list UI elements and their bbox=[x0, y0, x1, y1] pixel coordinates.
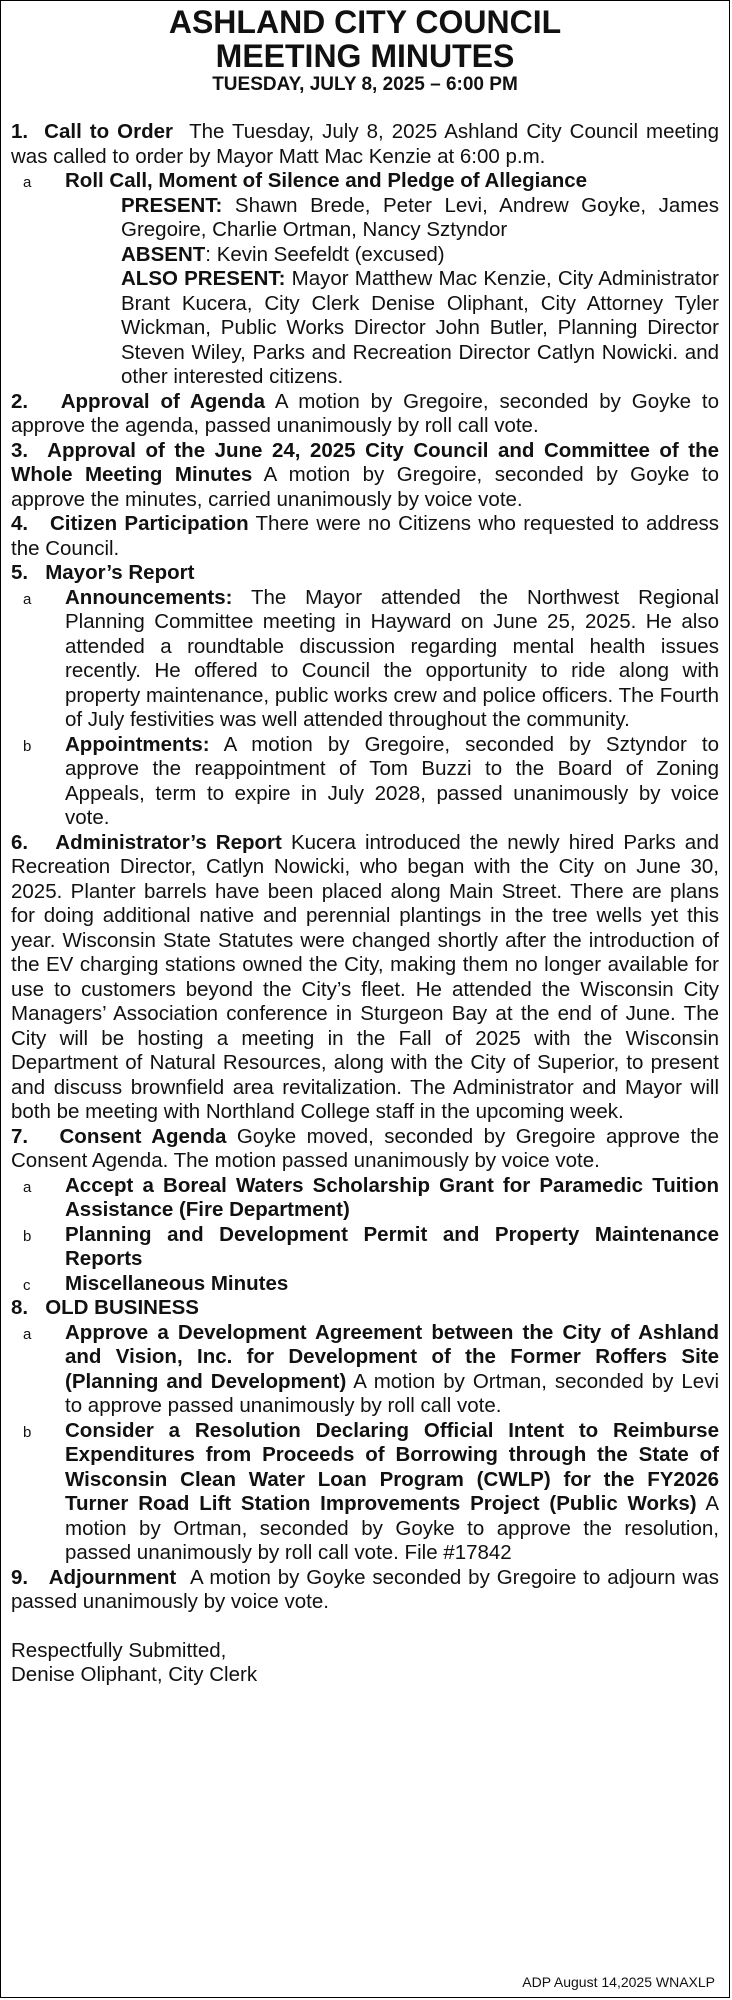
section-number: 4. bbox=[11, 512, 29, 535]
section-number: 2. bbox=[11, 389, 29, 413]
section-mayors-report bbox=[11, 561, 719, 586]
subitem-heading: Appointments: bbox=[65, 732, 210, 756]
section-approval-of-minutes bbox=[11, 439, 719, 513]
section-consent-agenda bbox=[11, 1125, 719, 1174]
subitem-marker: a bbox=[23, 174, 32, 191]
subitem-marker: a bbox=[23, 1178, 32, 1196]
section-number: 3. bbox=[11, 438, 29, 462]
section-approval-of-agenda bbox=[11, 390, 719, 439]
section-text: A motion by Gregoire, seconded by Goyke to approve the minutes, carried unanimously by voice vote. bbox=[11, 463, 719, 511]
section-number: 1. bbox=[11, 120, 29, 143]
section-heading: Call to Order bbox=[44, 120, 173, 143]
section-number: 9. bbox=[11, 1565, 29, 1589]
minutes-body bbox=[11, 120, 719, 1688]
section-call-to-order bbox=[11, 120, 719, 169]
section-heading: Mayor’s Report bbox=[45, 561, 195, 584]
present-label: PRESENT: bbox=[121, 193, 223, 217]
section-text: Goyke moved, seconded by Gregoire approve the Consent Agenda. The motion passed unanimously by voice vote. bbox=[11, 1124, 720, 1172]
subitem-marker: c bbox=[23, 1276, 31, 1294]
subitem-heading: Approve a Development Agreement between the City of Ashland and Vision, Inc. for Development of the Former Roffers Site (Planning and Development) bbox=[65, 1320, 719, 1393]
title-line-2: MEETING MINUTES bbox=[215, 38, 515, 74]
section-number: 6. bbox=[11, 830, 29, 854]
meeting-date: TUESDAY, JULY 8, 2025 – 6:00 PM bbox=[212, 74, 518, 95]
section-number: 5. bbox=[11, 561, 29, 584]
subitem-text: A motion by Ortman, seconded by Levi to approve passed unanimously by roll call vote. bbox=[65, 1369, 719, 1417]
section-citizen-participation bbox=[11, 512, 719, 561]
absent-names: : Kevin Seefeldt (excused) bbox=[205, 242, 445, 266]
subitem-marker: b bbox=[23, 1227, 32, 1245]
section-heading: Approval of Agenda bbox=[60, 389, 266, 413]
section-text: A motion by Gregoire, seconded by Goyke to approve the agenda, passed unanimously by roll call vote. bbox=[11, 389, 720, 437]
section-old-business bbox=[11, 1296, 719, 1321]
section-text: There were no Citizens who requested to address the Council. bbox=[11, 512, 719, 560]
subitem-heading: Miscellaneous Minutes bbox=[65, 1271, 289, 1295]
section-text: A motion by Goyke seconded by Gregoire to adjourn was passed unanimously by voice vote. bbox=[11, 1565, 719, 1613]
subitem-heading: Roll Call, Moment of Silence and Pledge of Allegiance bbox=[65, 169, 588, 192]
subitem-reimbursement-resolution bbox=[11, 1419, 719, 1566]
section-number: 7. bbox=[11, 1124, 29, 1148]
section-heading: Consent Agenda bbox=[59, 1124, 227, 1148]
subitem-announcements bbox=[11, 586, 719, 733]
subitem-heading: Consider a Resolution Declaring Official Intent to Reimburse Expenditures from Proceeds of Borrowing through the State of Wisconsin Clean Water Loan Program (CWLP) for the FY2026 Turner Road Lift Station Improvements Project (Public Works) bbox=[65, 1418, 719, 1515]
subitem-marker: b bbox=[23, 1423, 32, 1441]
absent-list bbox=[11, 243, 719, 268]
subitem-marker: a bbox=[23, 1325, 32, 1343]
subitem-development-agreement bbox=[11, 1321, 719, 1419]
section-administrators-report bbox=[11, 831, 719, 1125]
absent-label: ABSENT bbox=[121, 242, 206, 266]
section-text: The Tuesday, July 8, 2025 Ashland City Council meeting was called to order by Mayor Matt Mac Kenzie at 6:00 p.m. bbox=[11, 120, 719, 168]
present-list bbox=[11, 194, 719, 243]
subitem-boreal-waters-grant bbox=[11, 1174, 719, 1223]
section-adjournment bbox=[11, 1566, 719, 1615]
signature-name: Denise Oliphant, City Clerk bbox=[11, 1663, 258, 1686]
present-names: Shawn Brede, Peter Levi, Andrew Goyke, James Gregoire, Charlie Ortman, Nancy Sztyndor bbox=[121, 193, 719, 241]
subitem-text: A motion by Ortman, seconded by Goyke to approve the resolution, passed unanimously by roll call vote. File #17842 bbox=[65, 1492, 719, 1564]
ad-reference: ADP August 14,2025 WNAXLP bbox=[522, 1974, 715, 1990]
subitem-heading: Announcements: bbox=[65, 585, 233, 609]
signature-closing: Respectfully Submitted, bbox=[11, 1638, 227, 1662]
section-text: Kucera introduced the newly hired Parks and Recreation Director, Catlyn Nowicki, who began with the City on June 30, 2025. Planter barrels have been placed along Main Street. There are plans for doing additional native and perennial plantings in the tree wells yet this year. Wisconsin State Statutes were changed shortly after the introduction of the EV charging stations owned the City, making them no longer available for use to customers beyond the City’s fleet. He attended the Wisconsin City Managers’ Association conference in Sturgeon Bay at the end of June. The City will be hosting a meeting in the Fall of 2025 with the Wisconsin Department of Natural Resources, along with the City of Superior, to present and discuss brownfield area revitalization. The Administrator and Mayor will both be meeting with Northland College staff in the upcoming week. bbox=[11, 830, 720, 1123]
subitem-marker: a bbox=[23, 590, 32, 608]
signature-block bbox=[11, 1639, 719, 1688]
section-heading: Approval of the June 24, 2025 City Council and Committee of the Whole Meeting Minutes bbox=[11, 438, 719, 486]
title-line-1: ASHLAND CITY COUNCIL bbox=[168, 4, 562, 40]
subitem-appointments bbox=[11, 733, 719, 831]
subitem-text: A motion by Gregoire, seconded by Sztyndor to approve the reappointment of Tom Buzzi to the Board of Zoning Appeals, term to expire in July 2028, passed unanimously by voice vote. bbox=[65, 732, 719, 829]
section-heading: Adjournment bbox=[48, 1565, 177, 1589]
also-present-names: Mayor Matthew Mac Kenzie, City Administrator Brant Kucera, City Clerk Denise Oliphant, City Attorney Tyler Wickman, Public Works Director John Butler, Planning Director Steven Wiley, Parks and Recreation Director Catlyn Nowicki. and other interested citizens. bbox=[121, 267, 719, 388]
subitem-roll-call bbox=[11, 169, 719, 194]
section-number: 8. bbox=[11, 1296, 29, 1319]
subitem-heading: Planning and Development Permit and Property Maintenance Reports bbox=[65, 1222, 719, 1270]
notice-header bbox=[11, 5, 719, 96]
subitem-heading: Accept a Boreal Waters Scholarship Grant for Paramedic Tuition Assistance (Fire Department) bbox=[65, 1173, 719, 1221]
also-present-label: ALSO PRESENT: bbox=[121, 267, 286, 290]
subitem-permit-reports bbox=[11, 1223, 719, 1272]
section-heading: OLD BUSINESS bbox=[45, 1296, 199, 1319]
subitem-misc-minutes bbox=[11, 1272, 719, 1297]
subitem-marker: b bbox=[23, 737, 32, 755]
subitem-text: The Mayor attended the Northwest Regional Planning Committee meeting in Hayward on June 25, 2025. He also attended a roundtable discussion regarding mental health issues recently. He offered to Council the opportunity to ride along with property maintenance, public works crew and police officers. The Fourth of July festivities was well attended throughout the community. bbox=[65, 585, 719, 731]
section-heading: Citizen Participation bbox=[49, 512, 249, 535]
also-present-list bbox=[11, 267, 719, 390]
section-heading: Administrator’s Report bbox=[55, 830, 282, 854]
